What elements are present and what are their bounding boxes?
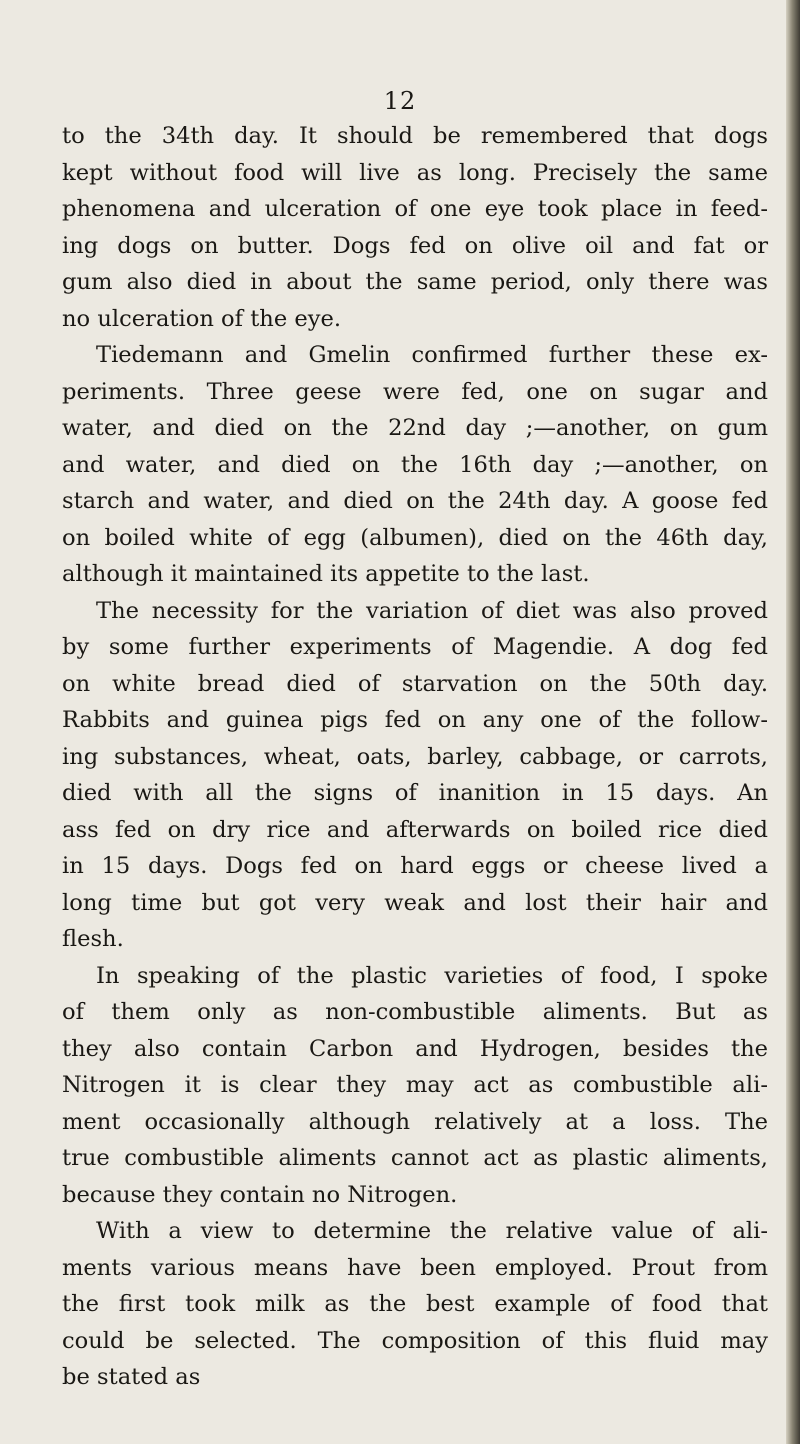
text-line: on white bread died of starvation on the 50th day.: [62, 670, 768, 697]
text-line: With a view to determine the relative value of ali-: [96, 1218, 768, 1244]
text-line: ing substances, wheat, oats, barley, cabbage, or carrots,: [62, 743, 768, 770]
text-line: The necessity for the variation of diet was also proved: [96, 597, 768, 624]
text-line: Rabbits and guinea pigs fed on any one of the follow-: [62, 707, 768, 733]
text-line: long time but got very weak and lost their hair and: [62, 889, 768, 916]
text-line: by some further experiments of Magendie. A dog fed: [62, 634, 768, 660]
body-text: [62, 118, 768, 1396]
text-line: to the 34th day. It should be remembered that dogs: [62, 123, 768, 149]
text-line: Tiedemann and Gmelin confirmed further these ex-: [96, 342, 768, 368]
page-edge-shadow: [786, 0, 800, 1444]
text-line: ass fed on dry rice and afterwards on boiled rice died: [62, 816, 768, 843]
text-line: they also contain Carbon and Hydrogen, besides the: [62, 1035, 768, 1062]
text-line: on boiled white of egg (albumen), died on the 46th day,: [62, 524, 768, 551]
text-line: be stated as: [62, 1364, 201, 1390]
text-line: the first took milk as the best example of food that: [62, 1291, 768, 1317]
text-line: although it maintained its appetite to the last.: [62, 561, 590, 587]
text-line: In speaking of the plastic varieties of food, I spoke: [96, 962, 768, 989]
text-line: periments. Three geese were fed, one on sugar and: [62, 378, 768, 405]
text-line: ments various means have been employed. Prout from: [62, 1254, 768, 1281]
text-line: could be selected. The composition of this fluid may: [62, 1327, 768, 1354]
text-line: ing dogs on butter. Dogs fed on olive oil and fat or: [62, 232, 768, 259]
text-line: no ulceration of the eye.: [62, 305, 342, 332]
text-line: gum also died in about the same period, only there was: [62, 269, 768, 295]
page-number: 12: [383, 87, 417, 115]
text-line: because they contain no Nitrogen.: [62, 1181, 458, 1208]
text-line: ment occasionally although relatively at a loss. The: [62, 1108, 768, 1135]
text-line: water, and died on the 22nd day ;—another, on gum: [62, 415, 768, 441]
text-line: and water, and died on the 16th day ;—another, on: [62, 451, 768, 478]
text-line: kept without food will live as long. Precisely the same: [62, 159, 768, 186]
text-line: true combustible aliments cannot act as plastic aliments,: [62, 1145, 768, 1171]
text-line: Nitrogen it is clear they may act as combustible ali-: [62, 1072, 768, 1098]
text-line: flesh.: [62, 926, 124, 952]
text-line: of them only as non-combustible aliments. But as: [62, 999, 768, 1025]
text-line: phenomena and ulceration of one eye took place in feed-: [62, 196, 768, 222]
text-line: died with all the signs of inanition in 15 days. An: [62, 780, 768, 806]
text-line: in 15 days. Dogs fed on hard eggs or cheese lived a: [62, 853, 768, 879]
text-line: starch and water, and died on the 24th day. A goose fed: [62, 488, 768, 514]
